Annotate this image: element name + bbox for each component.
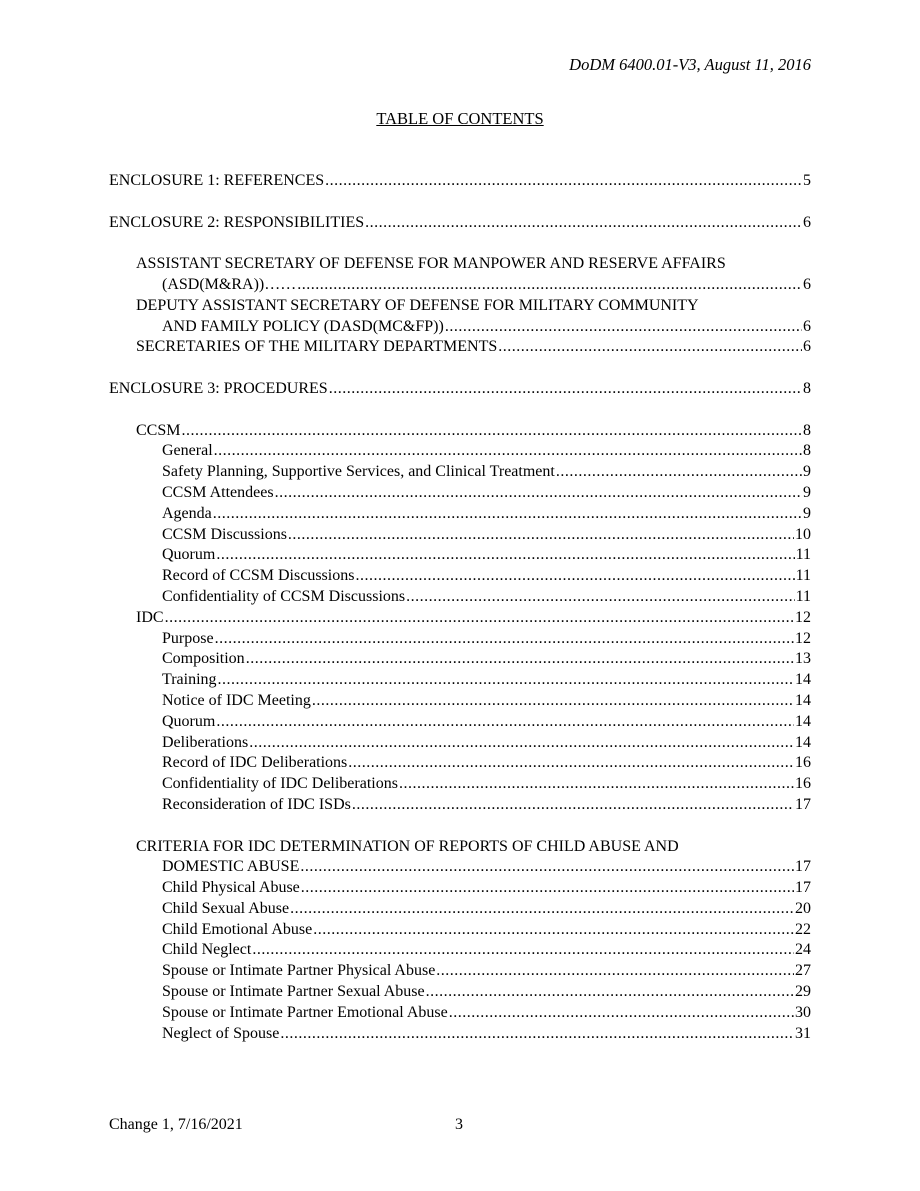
leader-dots xyxy=(275,483,802,504)
toc-entry-label: CCSM xyxy=(136,421,180,442)
toc-entry-label: (ASD(M&RA))…… xyxy=(162,275,296,296)
toc-subentry[interactable] xyxy=(109,441,811,462)
toc-entry-label: Record of IDC Deliberations xyxy=(162,753,347,774)
toc-entry-dasd-line1[interactable]: DEPUTY ASSISTANT SECRETARY OF DEFENSE FOR MILITARY COMMUNITY xyxy=(136,296,699,314)
spacer xyxy=(109,192,811,213)
toc-subentry[interactable] xyxy=(109,504,811,525)
leader-dots xyxy=(214,441,802,462)
toc-entry-label: CCSM Attendees xyxy=(162,483,274,504)
toc-entry-page: 22 xyxy=(795,920,811,938)
leader-dots xyxy=(215,629,794,650)
spacer xyxy=(109,358,811,379)
leader-dots xyxy=(352,795,794,816)
toc-entry-ccsm[interactable] xyxy=(109,421,811,442)
toc-subentry[interactable] xyxy=(109,691,811,712)
toc-entry-page: 6 xyxy=(803,338,811,356)
leader-dots xyxy=(213,504,802,525)
toc-entry-label: Notice of IDC Meeting xyxy=(162,691,311,712)
toc-entry-page: 14 xyxy=(795,691,811,709)
leader-dots xyxy=(426,982,794,1003)
toc-entry-label: Neglect of Spouse xyxy=(162,1024,279,1045)
toc-entry-page: 5 xyxy=(803,172,811,189)
toc-entry-page: 12 xyxy=(795,608,811,626)
spacer xyxy=(109,400,811,421)
leader-dots xyxy=(355,566,794,587)
toc-entry-enclosure-3[interactable] xyxy=(109,379,811,400)
toc-entry-label: General xyxy=(162,441,213,462)
toc-subentry[interactable] xyxy=(109,733,811,754)
toc-entry-label: AND FAMILY POLICY (DASD(MC&FP)) xyxy=(162,317,444,338)
leader-dots xyxy=(300,857,794,878)
toc-entry-label: Quorum xyxy=(162,712,215,733)
toc-subentry[interactable] xyxy=(109,899,811,920)
leader-dots xyxy=(436,961,794,982)
toc-entry-page: 30 xyxy=(795,1003,811,1021)
toc-entry-page: 9 xyxy=(803,463,811,481)
toc-entry-label: IDC xyxy=(136,608,164,629)
leader-dots xyxy=(399,774,794,795)
leader-dots xyxy=(449,1003,794,1024)
leader-dots xyxy=(216,545,794,566)
toc-subentry[interactable] xyxy=(109,462,811,483)
toc-entry-label: Child Neglect xyxy=(162,940,251,961)
toc-subentry[interactable] xyxy=(109,483,811,504)
toc-entry-page: 10 xyxy=(795,525,811,543)
toc-entry-label: Composition xyxy=(162,649,245,670)
page-number: 3 xyxy=(455,1116,463,1133)
toc-entry-label: Child Physical Abuse xyxy=(162,878,300,899)
toc-entry-label: ENCLOSURE 2: RESPONSIBILITIES xyxy=(109,213,364,234)
leader-dots xyxy=(280,1024,794,1045)
leader-dots xyxy=(406,587,794,608)
leader-dots xyxy=(313,920,794,941)
toc-entry-page: 11 xyxy=(795,567,811,585)
toc-entry-label: DOMESTIC ABUSE xyxy=(162,857,299,878)
toc-entry-enclosure-2[interactable] xyxy=(109,213,811,234)
leader-dots xyxy=(288,525,794,546)
toc-subentry[interactable] xyxy=(109,795,811,816)
toc-entry-enclosure-1[interactable] xyxy=(109,171,811,192)
toc-subentry[interactable] xyxy=(109,753,811,774)
toc-entry-label: Spouse or Intimate Partner Physical Abuse xyxy=(162,961,435,982)
leader-dots xyxy=(365,213,802,234)
toc-entry-page: 17 xyxy=(795,879,811,897)
leader-dots xyxy=(348,753,794,774)
toc-entry-page: 16 xyxy=(795,754,811,772)
toc-entry-page: 12 xyxy=(795,629,811,647)
toc-entry-page: 27 xyxy=(795,962,811,980)
toc-subentry[interactable] xyxy=(109,566,811,587)
toc-entry-label: CCSM Discussions xyxy=(162,525,287,546)
toc-subentry[interactable] xyxy=(109,587,811,608)
leader-dots xyxy=(165,608,794,629)
toc-entry-page: 8 xyxy=(803,379,811,397)
document-id-header: DoDM 6400.01-V3, August 11, 2016 xyxy=(569,55,811,74)
leader-dots xyxy=(246,649,794,670)
leader-dots xyxy=(498,337,802,358)
toc-entry-page: 20 xyxy=(795,899,811,917)
toc-entry-page: 14 xyxy=(795,733,811,751)
toc-subentry[interactable] xyxy=(109,712,811,733)
toc-entry-page: 6 xyxy=(803,213,811,231)
leader-dots xyxy=(297,275,802,296)
toc-entry-label: Purpose xyxy=(162,629,214,650)
leader-dots xyxy=(181,421,802,442)
toc-subentry[interactable] xyxy=(109,670,811,691)
leader-dots xyxy=(325,171,802,192)
leader-dots xyxy=(301,878,794,899)
toc-entry-label: Spouse or Intimate Partner Sexual Abuse xyxy=(162,982,425,1003)
toc-entry-page: 14 xyxy=(795,712,811,730)
toc-entry-label: Spouse or Intimate Partner Emotional Abuse xyxy=(162,1003,448,1024)
leader-dots xyxy=(329,379,802,400)
leader-dots xyxy=(556,462,802,483)
toc-subentry[interactable] xyxy=(109,525,811,546)
toc-entry-page: 6 xyxy=(803,275,811,293)
leader-dots xyxy=(252,940,794,961)
toc-entry-page: 14 xyxy=(795,671,811,689)
toc-entry-page: 8 xyxy=(803,442,811,460)
toc-entry-dasd-line2[interactable] xyxy=(109,317,811,338)
toc-subentry[interactable] xyxy=(109,982,811,1003)
toc-entry-criteria-line2[interactable] xyxy=(109,857,811,878)
toc-entry-label: Record of CCSM Discussions xyxy=(162,566,354,587)
criteria-subsection-list xyxy=(109,878,811,1044)
toc-subentry[interactable] xyxy=(109,1003,811,1024)
toc-subentry[interactable] xyxy=(109,649,811,670)
toc-subentry[interactable] xyxy=(109,920,811,941)
leader-dots xyxy=(216,712,794,733)
toc-entry-page: 17 xyxy=(795,858,811,876)
idc-subsection-list xyxy=(109,629,811,816)
toc-entry-page: 9 xyxy=(803,504,811,522)
toc-subentry[interactable] xyxy=(109,940,811,961)
toc-entry-page: 31 xyxy=(795,1024,811,1042)
toc-entry-label: ENCLOSURE 3: PROCEDURES xyxy=(109,379,328,400)
toc-entry-label: Confidentiality of CCSM Discussions xyxy=(162,587,405,608)
toc-subentry[interactable] xyxy=(109,774,811,795)
leader-dots xyxy=(312,691,794,712)
toc-entry-label: Deliberations xyxy=(162,733,248,754)
toc-entry-page: 16 xyxy=(795,775,811,793)
toc-subentry[interactable] xyxy=(109,1024,811,1045)
toc-entry-page: 8 xyxy=(803,421,811,439)
toc-entry-page: 11 xyxy=(795,546,811,564)
toc-entry-page: 13 xyxy=(795,650,811,668)
leader-dots xyxy=(249,733,794,754)
toc-entry-label: Child Sexual Abuse xyxy=(162,899,289,920)
toc-entry-page: 6 xyxy=(803,317,811,335)
spacer xyxy=(109,816,811,837)
toc-entry-label: Safety Planning, Supportive Services, and Clinical Treatment xyxy=(162,462,555,483)
change-footer: Change 1, 7/16/2021 xyxy=(109,1116,243,1133)
toc-entry-label: Training xyxy=(162,670,217,691)
spacer xyxy=(109,233,811,254)
table-of-contents xyxy=(109,171,811,1044)
toc-entry-page: 17 xyxy=(795,795,811,813)
leader-dots xyxy=(290,899,794,920)
toc-title: TABLE OF CONTENTS xyxy=(376,109,544,128)
toc-entry-page: 11 xyxy=(795,587,811,605)
toc-subentry[interactable] xyxy=(109,878,811,899)
toc-entry-label: Reconsideration of IDC ISDs xyxy=(162,795,351,816)
toc-entry-idc[interactable] xyxy=(109,608,811,629)
toc-entry-secretaries[interactable] xyxy=(109,337,811,358)
toc-subentry[interactable] xyxy=(109,545,811,566)
toc-entry-page: 9 xyxy=(803,483,811,501)
leader-dots xyxy=(445,317,802,338)
toc-entry-criteria-line1[interactable]: CRITERIA FOR IDC DETERMINATION OF REPORTS OF CHILD ABUSE AND xyxy=(136,837,679,855)
toc-entry-label: Agenda xyxy=(162,504,212,525)
toc-entry-page: 24 xyxy=(795,941,811,959)
toc-subentry[interactable] xyxy=(109,961,811,982)
toc-entry-asd-line1[interactable]: ASSISTANT SECRETARY OF DEFENSE FOR MANPOWER AND RESERVE AFFAIRS xyxy=(136,255,726,273)
toc-entry-label: Confidentiality of IDC Deliberations xyxy=(162,774,398,795)
toc-entry-page: 29 xyxy=(795,983,811,1001)
toc-entry-label: SECRETARIES OF THE MILITARY DEPARTMENTS xyxy=(136,337,497,358)
toc-subentry[interactable] xyxy=(109,629,811,650)
toc-entry-asd-line2[interactable] xyxy=(109,275,811,296)
ccsm-subsection-list xyxy=(109,441,811,607)
toc-entry-label: ENCLOSURE 1: REFERENCES xyxy=(109,171,324,192)
toc-entry-label: Child Emotional Abuse xyxy=(162,920,312,941)
toc-entry-label: Quorum xyxy=(162,545,215,566)
leader-dots xyxy=(218,670,794,691)
